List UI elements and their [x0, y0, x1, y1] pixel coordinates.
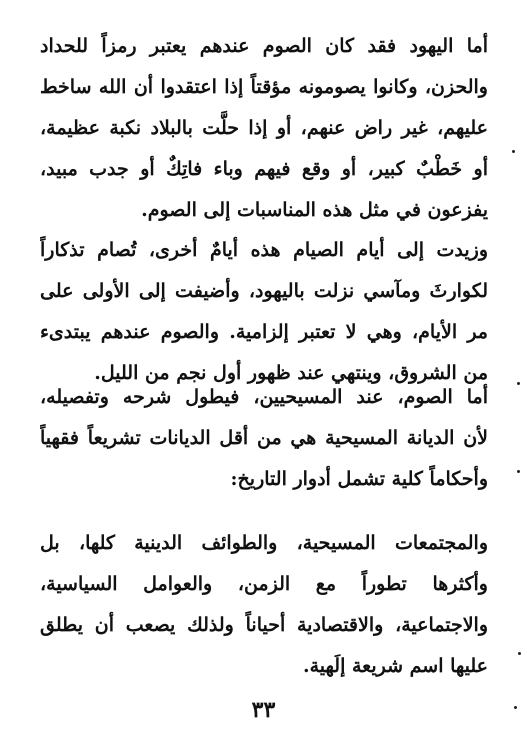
text-line: والحزن، وكانوا يصومونه مؤقتاً إذا اعتقدوا أن الله ساخط — [40, 76, 488, 98]
text-line: يفزعون في مثل هذه المناسبات إلى الصوم. — [141, 199, 488, 221]
margin-speck — [514, 706, 517, 709]
margin-speck — [518, 652, 521, 655]
text-line: وزيدت إلى أيام الصيام هذه أيامٌ أخرى، تُصام تذكاراً — [40, 239, 488, 261]
paragraph-1 — [40, 26, 488, 231]
margin-speck — [517, 470, 520, 473]
text-line: من الشروق، وينتهي عند ظهور أول نجم من الليل. — [94, 362, 488, 384]
text-line: أو خَطْبٌ كبير، أو وقع فيهم وباء فاتِكٌ أو جدب مبيد، — [40, 158, 488, 180]
text-line: أما اليهود فقد كان الصوم عندهم يعتبر رمزاً للحداد — [40, 35, 488, 57]
page-number: ٣٣ — [251, 697, 276, 723]
text-line: والاجتماعية، والاقتصادية أحياناً ولذلك يصعب أن يطلق — [40, 614, 488, 636]
text-line: وأكثرها تطوراً مع الزمن، والعوامل السياسية، — [40, 573, 488, 595]
paragraph-3 — [40, 377, 488, 500]
paragraph-4 — [40, 523, 488, 687]
text-line: والمجتمعات المسيحية، والطوائف الدينية كلها، بل — [40, 532, 488, 554]
text-line: عليها اسم شريعة إلَهية. — [303, 655, 488, 677]
paragraph-2 — [40, 230, 488, 394]
text-line: لأن الديانة المسيحية هي من أقل الديانات تشريعاً فقهياً — [40, 427, 488, 449]
text-line: مر الأيام، وهي لا تعتبر إلزامية. والصوم عندهم يبتدىء — [40, 321, 488, 343]
text-line: أما الصوم، عند المسيحيين، فيطول شرحه وتفصيله، — [40, 386, 488, 408]
text-line: لكوارثَ ومآسي نزلت باليهود، وأضيفت إلى الأولى على — [40, 280, 488, 302]
text-line: عليهم، غير راض عنهم، أو إذا حلَّت بالبلاد نكبة عظيمة، — [40, 117, 488, 139]
margin-speck — [517, 382, 520, 385]
margin-speck — [512, 150, 515, 153]
text-line: وأحكاماً كلية تشمل أدوار التاريخ: — [230, 468, 488, 490]
